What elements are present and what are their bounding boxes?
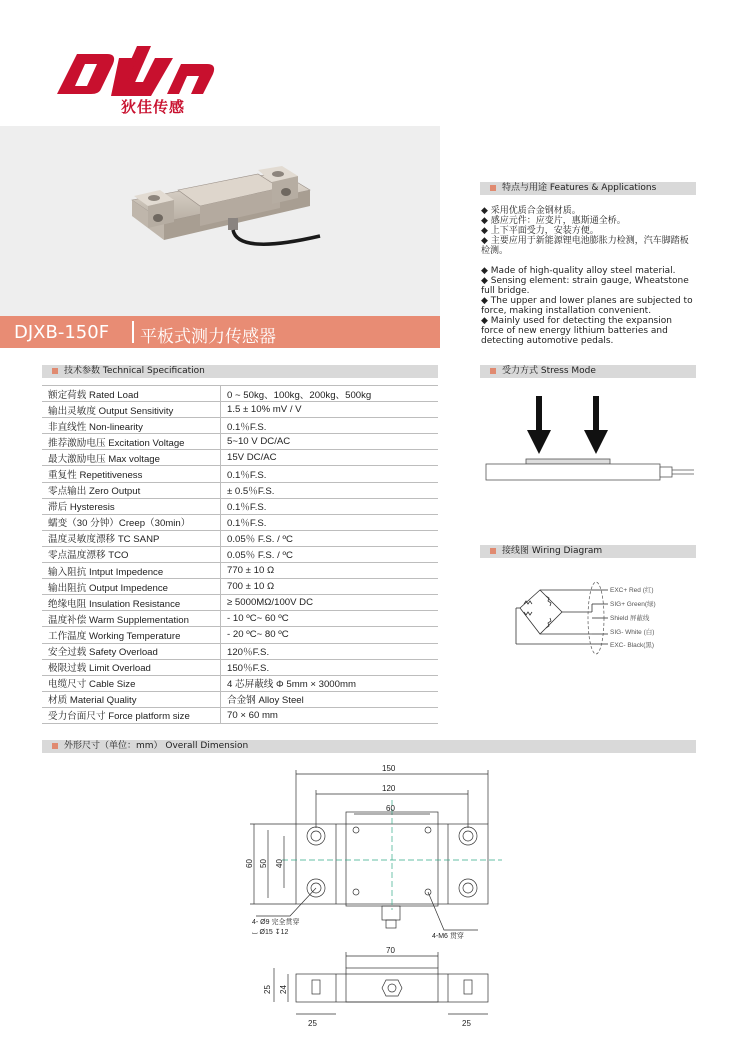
spec-value: 5~10 V DC/AC xyxy=(221,434,439,450)
wiring-diagram xyxy=(510,578,710,658)
features-en xyxy=(481,266,697,346)
spec-key: 极限过载 Limit Overload xyxy=(42,659,221,675)
dimension-header: 外形尺寸（单位：mm） Overall Dimension xyxy=(42,740,696,753)
spec-row xyxy=(42,386,438,402)
sensor-connector xyxy=(660,467,672,477)
wiring-header: 接线图 Wiring Diagram xyxy=(480,545,696,558)
spec-key: 安全过载 Safety Overload xyxy=(42,643,221,659)
dim-label: 120 xyxy=(382,784,396,793)
wire-label: SIG- White (白) xyxy=(610,629,655,636)
spec-value: 0.1％F.S. xyxy=(221,418,439,434)
spec-row xyxy=(42,691,438,707)
dim-label: 60 xyxy=(386,804,395,813)
spec-value: ± 0.5％F.S. xyxy=(221,482,439,498)
wire-label: Shield 屏蔽线 xyxy=(610,615,650,622)
spec-key: 受力台面尺寸 Force platform size xyxy=(42,707,221,723)
spec-value: 0.05％ F.S. / ºC xyxy=(221,546,439,562)
spec-row xyxy=(42,514,438,530)
wire-label: EXC+ Red (红) xyxy=(610,587,654,594)
side-view-outline xyxy=(296,974,488,1002)
spec-row xyxy=(42,434,438,450)
dim-label: 40 xyxy=(275,859,284,868)
spec-value: 770 ± 10 Ω xyxy=(221,563,439,579)
spec-value: 0.1％F.S. xyxy=(221,498,439,514)
product-title-band xyxy=(0,316,440,348)
dim-label: 50 xyxy=(259,859,268,868)
dim-label: 25 xyxy=(462,1019,471,1028)
dim-label: 70 xyxy=(386,946,395,955)
wheatstone-bridge xyxy=(516,590,608,644)
spec-key: 零点输出 Zero Output xyxy=(42,482,221,498)
spec-value: ≥ 5000MΩ/100V DC xyxy=(221,595,439,611)
brand-logo xyxy=(55,44,225,98)
spec-table xyxy=(42,385,438,724)
spec-value: - 20 ºC~ 80 ºC xyxy=(221,627,439,643)
spec-key: 最大激励电压 Max voltage xyxy=(42,450,221,466)
features-header: 特点与用途 Features & Applications xyxy=(480,182,696,195)
spec-row xyxy=(42,595,438,611)
product-model: DJXB-150F xyxy=(14,322,110,343)
feature-cn-item: ◆ 上下平面受力，安装方便。 xyxy=(481,226,599,236)
spec-key: 温度灵敏度漂移 TC SANP xyxy=(42,530,221,546)
feature-cn-item: ◆ 采用优质合金钢材质。 xyxy=(481,206,581,216)
force-platform xyxy=(526,459,610,464)
spec-row xyxy=(42,530,438,546)
spec-value: 15V DC/AC xyxy=(221,450,439,466)
spec-key: 输出灵敏度 Output Sensitivity xyxy=(42,402,221,418)
dim-label: 150 xyxy=(382,764,396,773)
spec-row xyxy=(42,563,438,579)
dimension-drawing xyxy=(230,760,530,1050)
spec-row xyxy=(42,418,438,434)
force-arrow-icon xyxy=(584,396,608,454)
feature-en-item: ◆ Mainly used for detecting the expansion force of new energy lithium batteries and detecting automotive pedals. xyxy=(481,316,672,346)
sensor-body xyxy=(486,464,660,480)
spec-row xyxy=(42,450,438,466)
force-arrow-icon xyxy=(527,396,551,454)
spec-row xyxy=(42,498,438,514)
spec-row xyxy=(42,707,438,723)
product-photo xyxy=(120,160,330,270)
spec-key: 重复性 Repetitiveness xyxy=(42,466,221,482)
spec-value: 150％F.S. xyxy=(221,659,439,675)
spec-key: 零点温度漂移 TCO xyxy=(42,546,221,562)
spec-key: 蠕变（30 分钟）Creep（30min） xyxy=(42,514,221,530)
wire-label: SIG+ Green(绿) xyxy=(610,601,656,608)
product-name: 平板式测力传感器 xyxy=(140,327,276,347)
feature-cn-item: ◆ 感应元件：应变片，惠斯通全桥。 xyxy=(481,216,626,226)
spec-value: 4 芯屏蔽线 Φ 5mm × 3000mm xyxy=(221,675,439,691)
dim-label: 60 xyxy=(245,859,254,868)
spec-header: 技术参数 Technical Specification xyxy=(42,365,438,378)
spec-key: 工作温度 Working Temperature xyxy=(42,627,221,643)
dim-label: 25 xyxy=(263,985,272,994)
spec-key: 温度补偿 Warm Supplementation xyxy=(42,611,221,627)
logo-mark xyxy=(57,46,214,96)
spec-key: 额定荷载 Rated Load xyxy=(42,386,221,402)
spec-key: 输出阻抗 Output Impedence xyxy=(42,579,221,595)
spec-key: 非直线性 Non-linearity xyxy=(42,418,221,434)
dim-label: 24 xyxy=(279,985,288,994)
brand-cn-name: 狄佳传感 xyxy=(121,98,186,116)
thread-note: 4-M6 贯穿 xyxy=(432,933,464,940)
feature-cn-item: ◆ 主要应用于新能源锂电池膨胀力检测，汽车脚踏板检测。 xyxy=(481,236,689,256)
spec-key: 推荐激励电压 Excitation Voltage xyxy=(42,434,221,450)
feature-en-item: ◆ The upper and lower planes are subjected to force, making installation convenient. xyxy=(481,296,693,316)
features-cn xyxy=(481,206,697,256)
spec-value: 70 × 60 mm xyxy=(221,707,439,723)
spec-value: 0 ~ 50kg、100kg、200kg、500kg xyxy=(221,386,439,402)
wire-label: EXC- Black(黑) xyxy=(610,642,655,649)
spec-key: 输入阻抗 Intput Impedence xyxy=(42,563,221,579)
holes-note: ⌴ Ø15 ↧12 xyxy=(252,929,289,936)
spec-value: 0.1％F.S. xyxy=(221,466,439,482)
spec-row xyxy=(42,482,438,498)
spec-row xyxy=(42,643,438,659)
spec-value: 700 ± 10 Ω xyxy=(221,579,439,595)
spec-row xyxy=(42,546,438,562)
spec-key: 绝缘电阻 Insulation Resistance xyxy=(42,595,221,611)
spec-value: 合金钢 Alloy Steel xyxy=(221,691,439,707)
header-square-icon xyxy=(490,368,496,374)
header-square-icon xyxy=(490,548,496,554)
dim-label: 25 xyxy=(308,1019,317,1028)
spec-row xyxy=(42,659,438,675)
spec-value: 0.05％ F.S. / ºC xyxy=(221,530,439,546)
holes-note: 4- Ø9 完全贯穿 xyxy=(252,919,300,926)
spec-key: 材质 Material Quality xyxy=(42,691,221,707)
header-square-icon xyxy=(52,368,58,374)
spec-key: 电缆尺寸 Cable Size xyxy=(42,675,221,691)
spec-row xyxy=(42,579,438,595)
spec-row xyxy=(42,402,438,418)
spec-row xyxy=(42,466,438,482)
spec-row xyxy=(42,627,438,643)
header-square-icon xyxy=(52,743,58,749)
feature-en-item: ◆ Made of high-quality alloy steel material. xyxy=(481,266,676,276)
spec-row xyxy=(42,675,438,691)
feature-en-item: ◆ Sensing element: strain gauge, Wheatstone full bridge. xyxy=(481,276,689,296)
spec-value: 0.1％F.S. xyxy=(221,514,439,530)
spec-value: 120％F.S. xyxy=(221,643,439,659)
header-square-icon xyxy=(490,185,496,191)
title-divider xyxy=(132,321,134,343)
spec-key: 滞后 Hysteresis xyxy=(42,498,221,514)
stress-diagram xyxy=(480,390,700,490)
stress-header: 受力方式 Stress Mode xyxy=(480,365,696,378)
spec-row xyxy=(42,611,438,627)
spec-value: - 10 ºC~ 60 ºC xyxy=(221,611,439,627)
spec-value: 1.5 ± 10% mV / V xyxy=(221,402,439,418)
